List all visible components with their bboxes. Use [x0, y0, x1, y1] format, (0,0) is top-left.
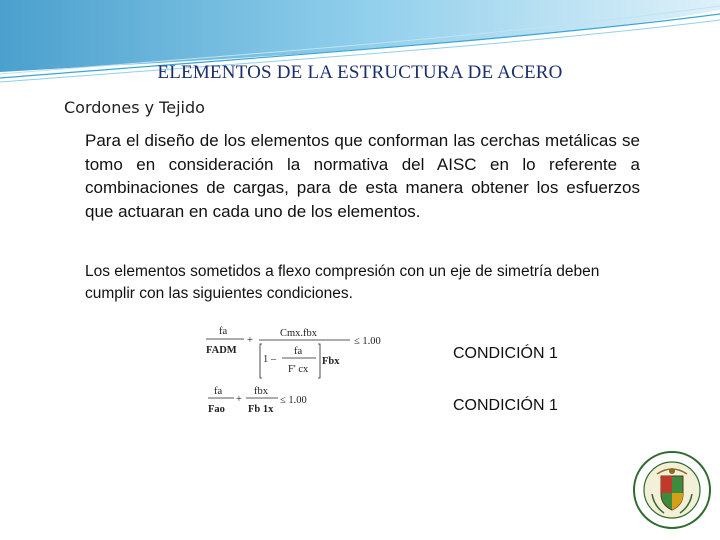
f1-cmxfbx: Cmx.fbx — [280, 328, 318, 339]
f1-one-minus: 1 – — [263, 354, 277, 365]
condition-label-2: CONDICIÓN 1 — [453, 397, 558, 414]
university-seal-icon — [632, 450, 712, 530]
f1-plus: + — [247, 335, 253, 346]
f2-plus: + — [236, 394, 242, 405]
f1-fa2: fa — [294, 346, 303, 357]
condition-label-1: CONDICIÓN 1 — [453, 345, 558, 362]
f2-fbx: fbx — [254, 386, 268, 397]
f1-fbx: Fbx — [322, 356, 340, 367]
f1-fprime: F' cx — [288, 364, 309, 375]
conditions-intro-paragraph: Los elementos sometidos a flexo compresión con un eje de simetría deben cumplir con las siguientes condiciones. — [85, 263, 600, 302]
section-subtitle: Cordones y Tejido — [64, 98, 205, 117]
f2-fao: Fao — [208, 404, 225, 415]
f2-fb1x: Fb 1x — [248, 404, 274, 415]
f2-fa: fa — [214, 386, 223, 397]
f2-leq: ≤ 1.00 — [280, 395, 307, 406]
slide-title: ELEMENTOS DE LA ESTRUCTURA DE ACERO — [157, 62, 563, 83]
f1-fadm: FADM — [206, 345, 237, 356]
f1-fa: fa — [219, 326, 228, 337]
f1-leq: ≤ 1.00 — [354, 336, 381, 347]
description-paragraph: Para el diseño de los elementos que conforman las cerchas metálicas se tomo en consideración la normativa del AISC en lo referente a combinaciones de cargas, para de esta manera obtener los esfuerzos que actuaran en cada uno de los elementos. — [85, 131, 640, 221]
interaction-formulas — [204, 322, 404, 417]
